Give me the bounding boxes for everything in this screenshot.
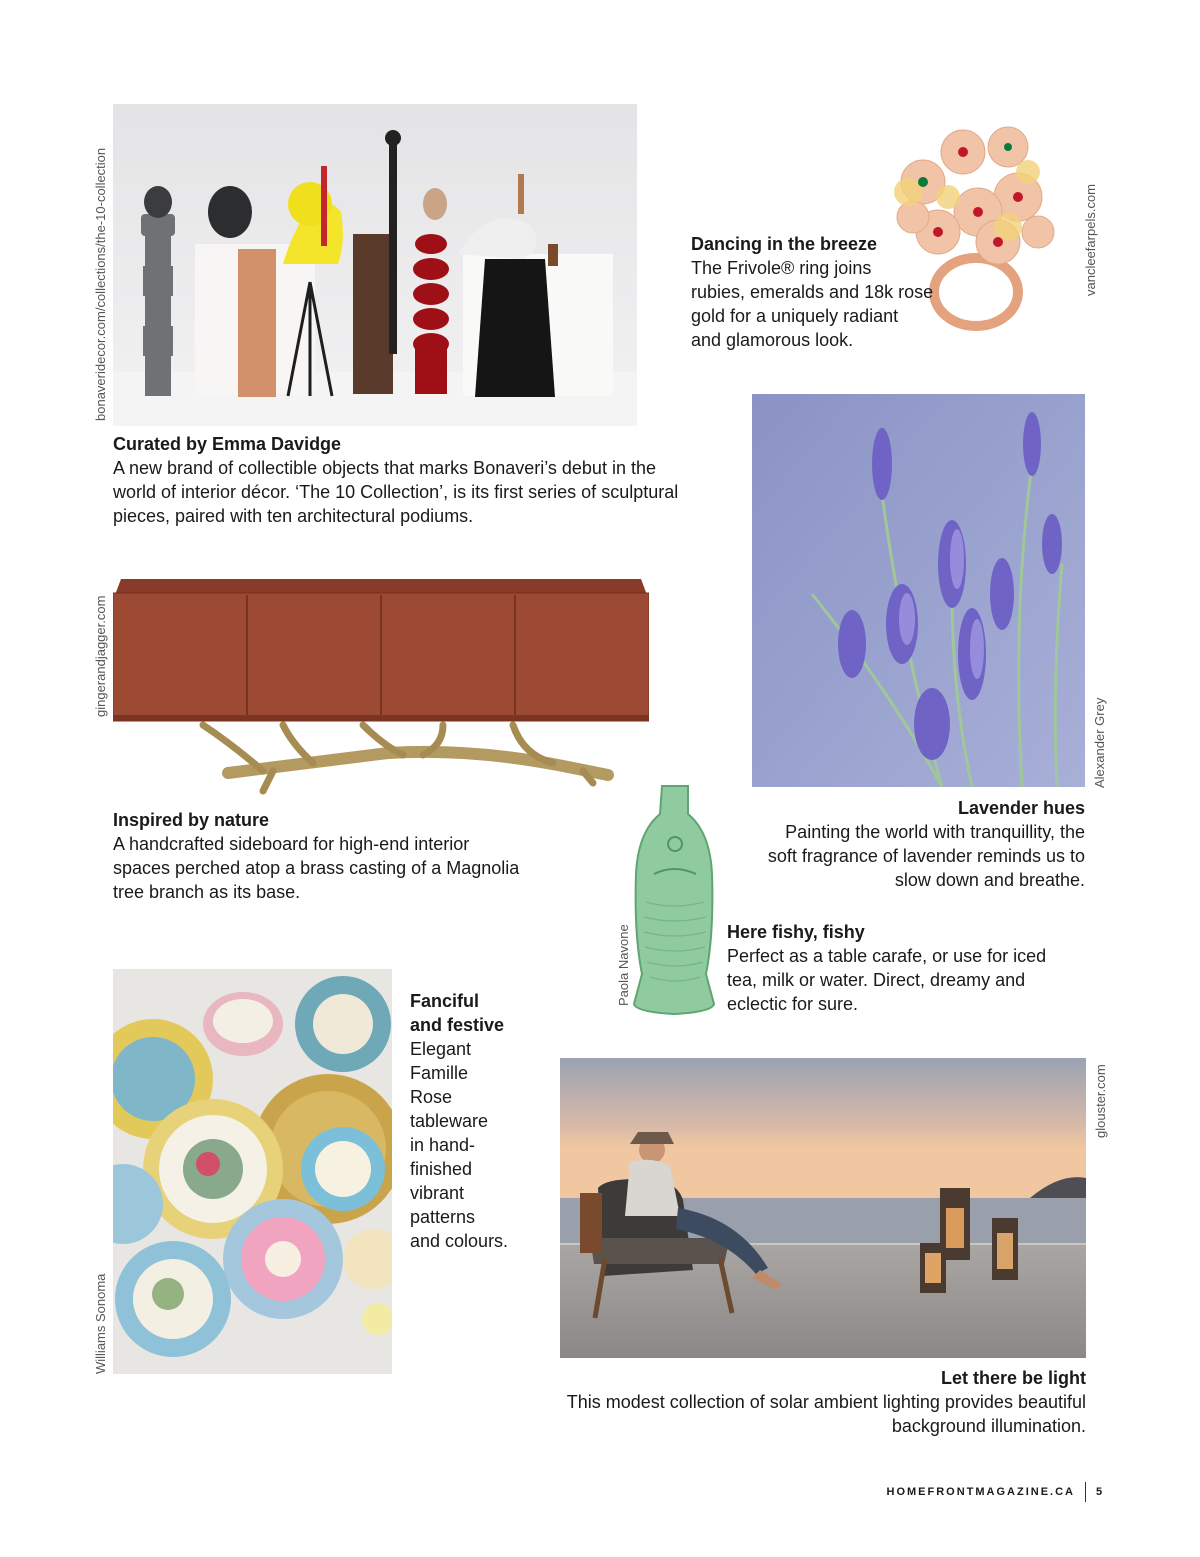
article-title-line: Fanciful — [410, 991, 480, 1011]
article-line: Painting the world with tranquillity, the — [785, 822, 1085, 842]
article-title: Here fishy, fishy — [727, 922, 865, 942]
article-festive — [410, 989, 540, 1253]
article-line: The Frivole® ring joins — [691, 258, 872, 278]
article-line: patterns — [410, 1207, 476, 1227]
page-number: 5 — [1096, 1486, 1105, 1498]
article-title-line: and festive — [410, 1015, 505, 1035]
article-line: pieces, paired with ten architectural podiums. — [113, 506, 474, 526]
photo-credit-glouster: glouster.com — [1093, 1064, 1108, 1138]
article-line: gold for a uniquely radiant — [691, 306, 899, 326]
article-line: eclectic for sure. — [727, 994, 859, 1014]
article-line: Famille — [410, 1063, 469, 1083]
article-line: finished — [410, 1159, 473, 1179]
article-dancing — [691, 232, 951, 352]
article-line: This modest collection of solar ambient lighting provides beautiful — [566, 1392, 1086, 1412]
photo-credit-alexander: Alexander Grey — [1092, 697, 1107, 788]
article-light — [540, 1366, 1086, 1438]
article-line: tableware — [410, 1111, 489, 1131]
photo-credit-paola: Paola Navone — [616, 924, 631, 1006]
sculptures-photo — [113, 104, 637, 426]
footer-site: HOMEFRONTMAGAZINE.CA — [886, 1486, 1075, 1498]
photo-credit-vancleef: vancleefarpels.com — [1083, 184, 1098, 296]
article-line: tea, milk or water. Direct, dreamy and — [727, 970, 1026, 990]
article-line: in hand- — [410, 1135, 476, 1155]
article-line: A handcrafted sideboard for high-end interior — [113, 834, 470, 854]
photo-credit-williams: Williams Sonoma — [93, 1273, 108, 1374]
article-line: vibrant — [410, 1183, 465, 1203]
photo-credit-bonaveri: bonaveridecor.com/collections/the-10-collection — [93, 147, 108, 421]
article-line: rubies, emeralds and 18k rose — [691, 282, 934, 302]
article-title: Lavender hues — [957, 798, 1085, 818]
article-line: Rose — [410, 1087, 453, 1107]
article-title: Let there be light — [940, 1368, 1086, 1388]
footer-divider — [1085, 1482, 1086, 1502]
article-line: spaces perched atop a brass casting of a Magnolia — [113, 858, 520, 878]
photo-credit-ginger: gingerandjagger.com — [93, 595, 108, 717]
article-line: soft fragrance of lavender reminds us to — [767, 846, 1085, 866]
article-title: Curated by Emma Davidge — [113, 434, 342, 454]
article-lavender — [745, 796, 1085, 892]
article-line: tree branch as its base. — [113, 882, 301, 902]
article-title: Dancing in the breeze — [691, 234, 878, 254]
article-line: slow down and breathe. — [894, 870, 1085, 890]
article-line: background illumination. — [891, 1416, 1086, 1436]
sideboard-photo — [113, 575, 649, 800]
article-line: Elegant — [410, 1039, 472, 1059]
fish-bottle-photo — [632, 782, 718, 1018]
tableware-photo — [113, 969, 392, 1374]
lavender-photo — [752, 394, 1085, 787]
article-line: A new brand of collectible objects that marks Bonaveri’s debut in the — [113, 458, 656, 478]
article-line: and colours. — [410, 1231, 509, 1251]
article-curated — [113, 432, 713, 528]
article-line: and glamorous look. — [691, 330, 854, 350]
terrace-photo — [560, 1058, 1086, 1358]
article-line: Perfect as a table carafe, or use for iced — [727, 946, 1047, 966]
article-nature — [113, 808, 573, 904]
article-line: world of interior décor. ‘The 10 Collection’, is its first series of sculptural — [113, 482, 679, 502]
article-fishy — [727, 920, 1067, 1016]
article-title: Inspired by nature — [113, 810, 270, 830]
